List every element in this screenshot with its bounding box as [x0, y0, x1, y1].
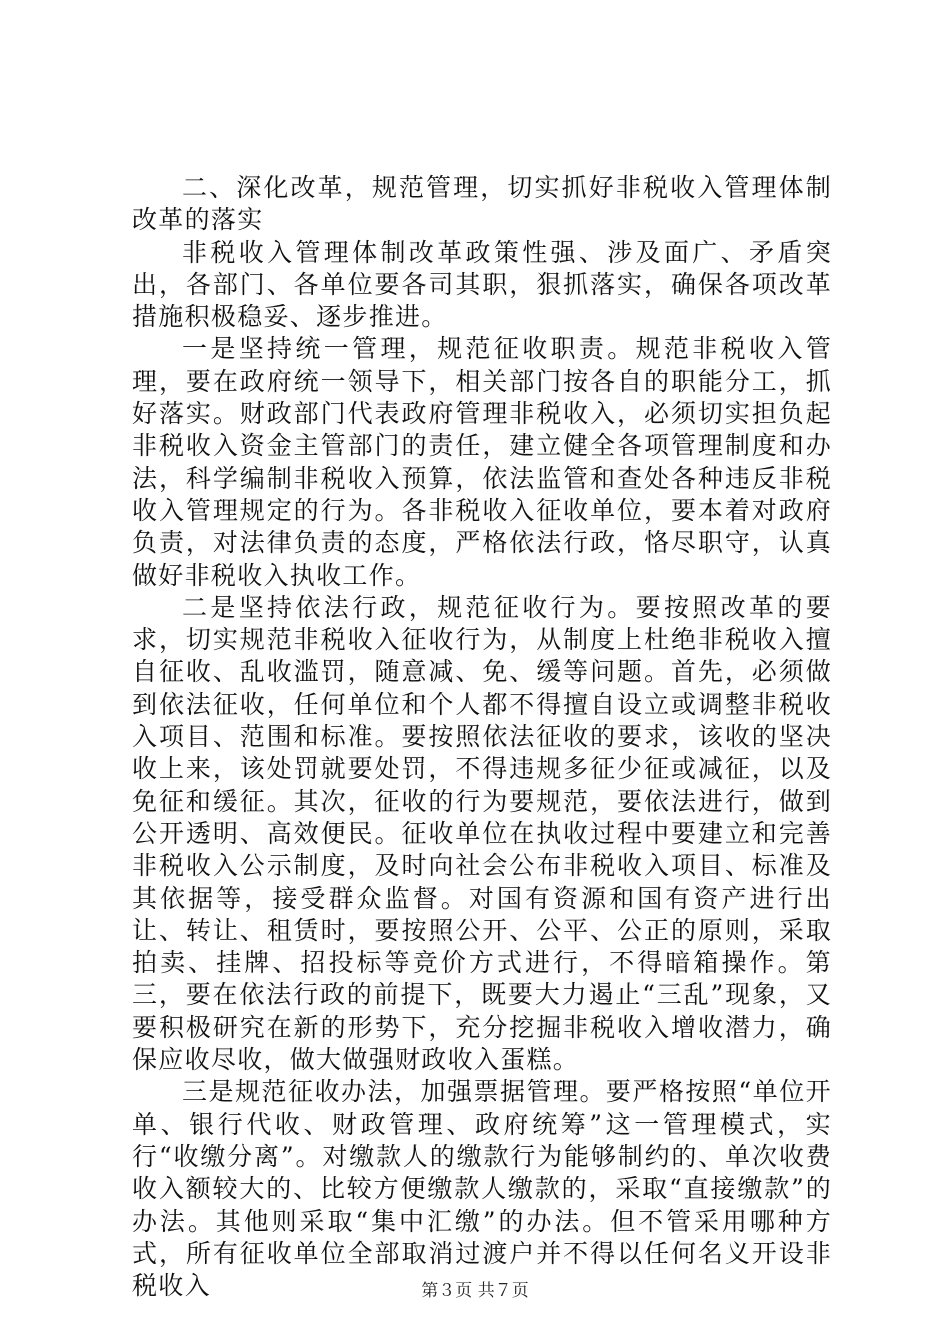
body-paragraph: 三是规范征收办法，加强票据管理。要严格按照“单位开单、银行代收、财政管理、政府统筹”这一管理模式，实行“收缴分离”。对缴款人的缴款行为能够制约的、单次收费收入额较大的、比较方便缴款人缴款的，采取“直接缴款”的办法。其他则采取“集中汇缴”的办法。但不管采用哪种方式，所有征收单位全部取消过渡户并不得以任何名义开设非税收入 — [132, 1077, 832, 1301]
body-paragraph: 非税收入管理体制改革政策性强、涉及面广、矛盾突出，各部门、各单位要各司其职，狠抓落实，确保各项改革措施积极稳妥、逐步推进。 — [132, 237, 832, 332]
section-heading: 二、深化改革，规范管理，切实抓好非税收入管理体制改革的落实 — [132, 173, 832, 235]
document-body — [132, 172, 832, 1302]
page-number-footer: 第３页 共７页 — [421, 1281, 529, 1301]
body-paragraph: 一是坚持统一管理，规范征收职责。规范非税收入管理，要在政府统一领导下，相关部门按各自的职能分工，抓好落实。财政部门代表政府管理非税收入，必须切实担负起非税收入资金主管部门的责任，建立健全各项管理制度和办法，科学编制非税收入预算，依法监管和查处各种违反非税收入管理规定的行为。各非税收入征收单位，要本着对政府负责，对法律负责的态度，严格依法行政，恪尽职守，认真做好非税收入执收工作。 — [132, 334, 832, 590]
body-paragraph: 二是坚持依法行政，规范征收行为。要按照改革的要求，切实规范非税收入征收行为，从制度上杜绝非税收入擅自征收、乱收滥罚，随意减、免、缓等问题。首先，必须做到依法征收，任何单位和个人都不得擅自设立或调整非税收入项目、范围和标准。要按照依法征收的要求，该收的坚决收上来，该处罚就要处罚，不得违规多征少征或减征，以及免征和缓征。其次，征收的行为要规范，要依法进行，做到公开透明、高效便民。征收单位在执收过程中要建立和完善非税收入公示制度，及时向社会公布非税收入项目、标准及其依据等，接受群众监督。对国有资源和国有资产进行出让、转让、租赁时，要按照公开、公平、公正的原则，采取拍卖、挂牌、招投标等竞价方式进行，不得暗箱操作。第三，要在依法行政的前提下，既要大力遏止“三乱”现象，又要积极研究在新的形势下，充分挖掘非税收入增收潜力，确保应收尽收，做大做强财政收入蛋糕。 — [132, 592, 832, 1075]
